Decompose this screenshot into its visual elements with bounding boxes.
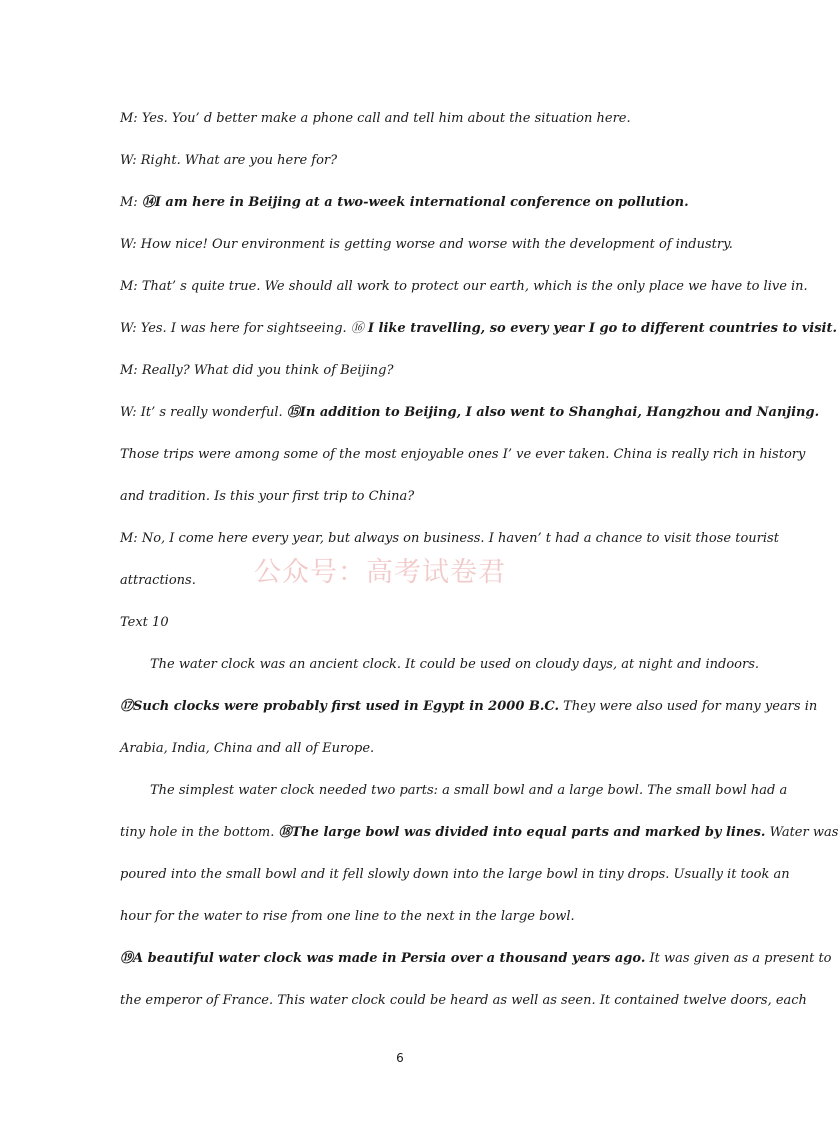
text-span: Text 10 [120, 615, 169, 630]
text-line [120, 740, 680, 758]
text-line [120, 614, 680, 632]
text-span: attractions. [120, 573, 196, 588]
text-line [150, 782, 788, 800]
bold-text-span: ⑭I am here in Beijing at a two-week international conference on pollution. [141, 195, 689, 210]
text-line [120, 992, 807, 1010]
bold-text-span: ⑲A beautiful water clock was made in Persia over a thousand years ago. [120, 951, 646, 966]
text-span: the emperor of France. This water clock could be heard as well as seen. It contained twelve doors, each [120, 993, 807, 1008]
text-span: It was given as a present to [645, 951, 832, 966]
text-span: The water clock was an ancient clock. It could be used on cloudy days, at night and indoors. [150, 657, 760, 672]
text-span: hour for the water to rise from one line to the next in the large bowl. [120, 909, 575, 924]
text-span: Arabia, India, China and all of Europe. [120, 741, 375, 756]
text-line [120, 278, 808, 296]
text-span: W: How nice! Our environment is getting worse and worse with the development of industry. [120, 237, 733, 252]
text-span: M: Really? What did you think of Beijing? [120, 363, 394, 378]
text-span: M: No, I come here every year, but always on business. I haven’ t had a chance to visit those tourist [120, 531, 779, 546]
text-line [120, 446, 806, 464]
text-line [120, 824, 838, 842]
text-line [120, 194, 689, 212]
text-line [120, 362, 680, 380]
text-span: tiny hole in the bottom. [120, 825, 279, 840]
text-line [120, 320, 838, 338]
text-line [120, 908, 680, 926]
text-span: The simplest water clock needed two parts: a small bowl and a large bowl. The small bowl had a [150, 783, 788, 798]
text-span: M: Yes. You’ d better make a phone call and tell him about the situation here. [120, 111, 631, 126]
bold-text-span: ⑱The large bowl was divided into equal parts and marked by lines. [278, 825, 766, 840]
bold-text-span: I like travelling, so every year I go to different countries to visit. [367, 321, 838, 336]
text-span: They were also used for many years in [559, 699, 818, 714]
text-span: and tradition. Is this your first trip to China? [120, 489, 415, 504]
text-span: W: It’ s really wonderful. [120, 405, 287, 420]
text-line [120, 950, 832, 968]
text-span: Water was [765, 825, 838, 840]
text-line [120, 236, 733, 254]
text-span: M: [120, 195, 142, 210]
text-span: M: That’ s quite true. We should all work to protect our earth, which is the only place we have to live in. [120, 279, 808, 294]
text-line [120, 110, 680, 128]
text-line [120, 530, 779, 548]
text-span: poured into the small bowl and it fell slowly down into the large bowl in tiny drops. Usually it took an [120, 867, 790, 882]
text-line [120, 698, 818, 716]
bold-text-span: ⑮In addition to Beijing, I also went to Shanghai, Hangzhou and Nanjing. [286, 405, 820, 420]
bold-text-span: ⑰Such clocks were probably first used in Egypt in 2000 B.C. [120, 699, 560, 714]
watermark: 公众号：高考试卷君 [254, 557, 506, 588]
text-line [120, 404, 820, 422]
text-line [120, 488, 680, 506]
text-span: W: Right. What are you here for? [120, 153, 338, 168]
text-line [120, 152, 680, 170]
text-span: W: Yes. I was here for sightseeing. ⑯ [120, 321, 368, 336]
text-span: Those trips were among some of the most enjoyable ones I’ ve ever taken. China is really rich in history [120, 447, 806, 462]
text-line [150, 656, 760, 674]
page-number: 6 [396, 1051, 404, 1065]
text-line [120, 866, 790, 884]
